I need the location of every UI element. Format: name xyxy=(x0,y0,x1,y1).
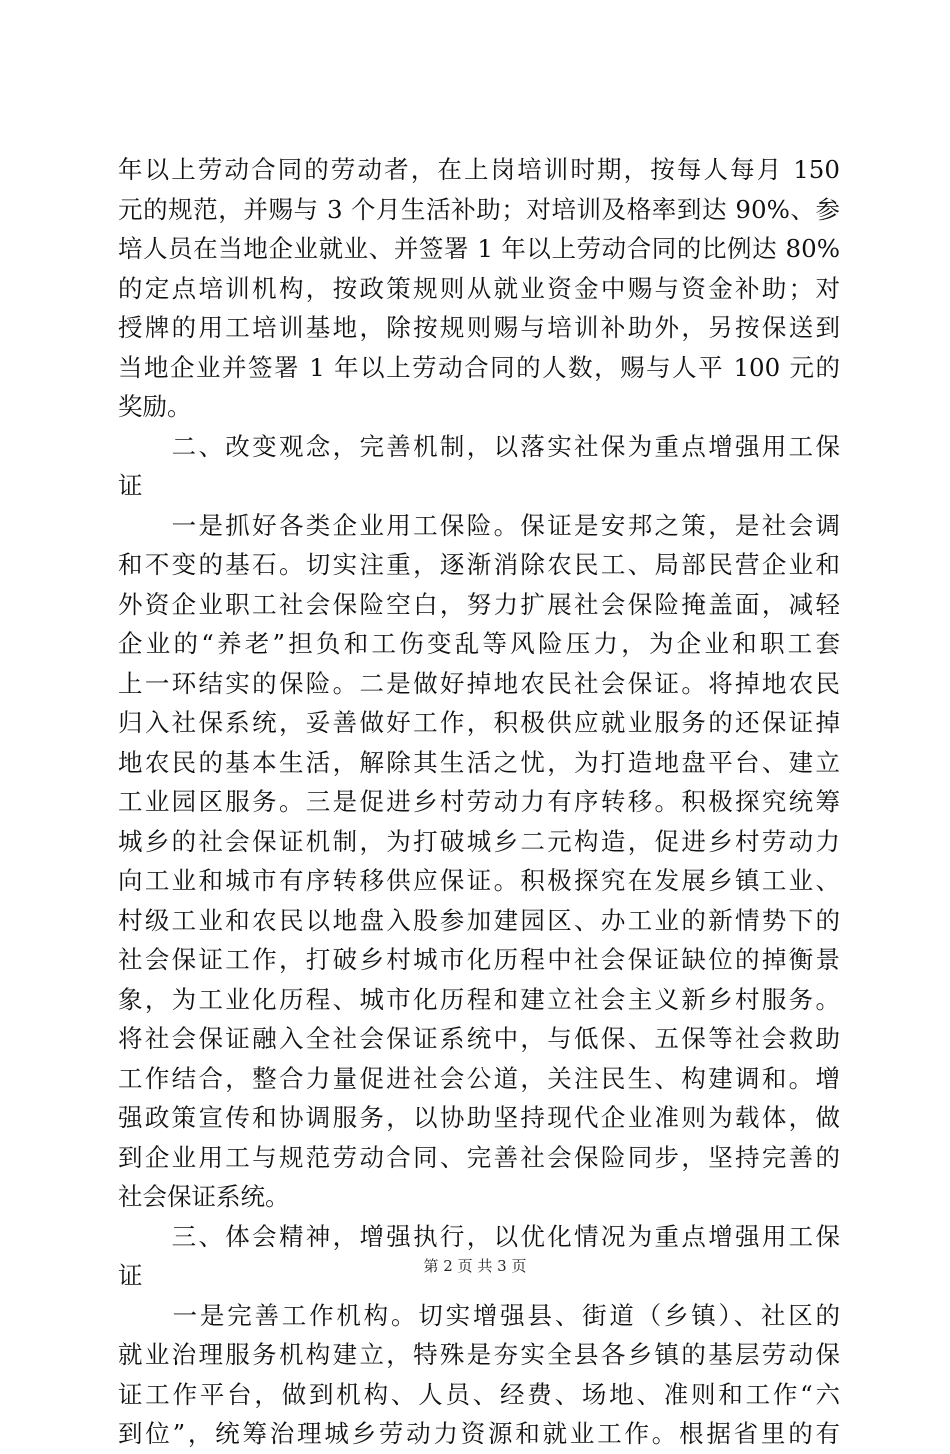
text-line: 工作结合，整合力量促进社会公道，关注民生、构建调和。增 xyxy=(118,1063,840,1093)
page-footer: 第 2 页 共 3 页 xyxy=(423,1257,527,1275)
text-line: 奖励。 xyxy=(118,392,192,421)
text-line: 向工业和城市有序转移供应保证。积极探究在发展乡镇工业、 xyxy=(118,866,840,895)
text-line: 企业的“养老”担负和工伤变乱等风险压力，为企业和职工套 xyxy=(118,629,840,658)
text-line: 将社会保证融入全社会保证系统中，与低保、五保等社会救助 xyxy=(118,1024,840,1053)
text-line: 当地企业并签署 1 年以上劳动合同的人数，赐与人平 100 元的 xyxy=(118,352,840,382)
text-line: 元的规范，并赐与 3 个月生活补助；对培训及格率到达 90%、参 xyxy=(118,194,840,224)
text-line: 授牌的用工培训基地，除按规则赐与培训补助外，另按保送到 xyxy=(118,313,840,342)
text-line: 证 xyxy=(118,1261,143,1290)
text-line: 到位”，统筹治理城乡劳动力资源和就业工作。根据省里的有 xyxy=(118,1419,840,1448)
text-line: 和不变的基石。切实注重，逐渐消除农民工、局部民营企业和 xyxy=(118,550,840,579)
text-line: 城乡的社会保证机制，为打破城乡二元构造，促进乡村劳动力 xyxy=(118,826,840,856)
text-line: 一是完善工作机构。切实增强县、街道（乡镇）、社区的 xyxy=(118,1300,840,1330)
text-line: 社会保证系统。 xyxy=(118,1182,290,1211)
text-line: 到企业用工与规范劳动合同、完善社会保险同步，坚持完善的 xyxy=(118,1142,840,1172)
text-line: 证工作平台，做到机构、人员、经费、场地、准则和工作“六 xyxy=(118,1379,840,1409)
text-line: 上一环结实的保险。二是做好掉地农民社会保证。将掉地农民 xyxy=(118,668,840,698)
text-line: 的定点培训机构，按政策规则从就业资金中赐与资金补助；对 xyxy=(118,273,840,303)
text-line: 归入社保系统，妥善做好工作，积极供应就业服务的还保证掉 xyxy=(118,708,840,737)
text-line: 工业园区服务。三是促进乡村劳动力有序转移。积极探究统筹 xyxy=(118,787,840,816)
text-line: 就业治理服务机构建立，特殊是夯实全县各乡镇的基层劳动保 xyxy=(118,1340,840,1369)
text-line: 社会保证工作，打破乡村城市化历程中社会保证缺位的掉衡景 xyxy=(118,945,840,974)
text-line: 强政策宣传和协调服务，以协助坚持现代企业准则为载体，做 xyxy=(118,1103,840,1132)
text-line: 地农民的基本生活，解除其生活之忧，为打造地盘平台、建立 xyxy=(118,747,840,777)
text-line: 外资企业职工社会保险空白，努力扩展社会保险掩盖面，减轻 xyxy=(118,589,840,619)
text-line: 培人员在当地企业就业、并签署 1 年以上劳动合同的比例达 80% xyxy=(118,234,840,263)
text-line: 二、改变观念，完善机制，以落实社保为重点增强用工保 xyxy=(118,431,840,461)
text-line: 证 xyxy=(118,471,143,500)
text-line: 一是抓好各类企业用工保险。保证是安邦之策，是社会调 xyxy=(118,510,840,540)
text-line: 象，为工业化历程、城市化历程和建立社会主义新乡村服务。 xyxy=(118,984,840,1014)
text-line: 村级工业和农民以地盘入股参加建园区、办工业的新情势下的 xyxy=(118,905,840,935)
text-line: 三、体会精神，增强执行，以优化情况为重点增强用工保 xyxy=(118,1221,840,1251)
text-line: 年以上劳动合同的劳动者，在上岗培训时期，按每人每月 150 xyxy=(118,155,840,184)
